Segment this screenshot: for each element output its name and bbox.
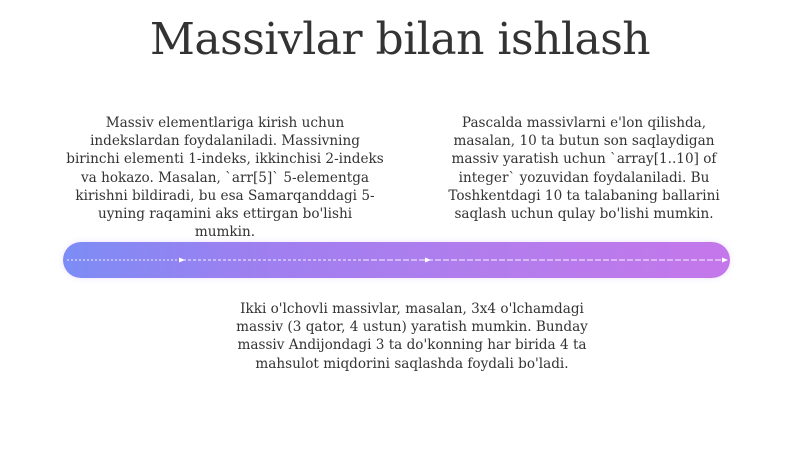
right-arrow-icon bbox=[425, 258, 431, 263]
paragraph-left: Massiv elementlariga kirish uchun indekslardan foydalaniladi. Massivning birinchi elementi 1-indeks, ikkinchisi 2-indeks va hokazo. Masalan, `arr[5]` 5-elementga kirishni bildiradi, bu esa Samarqanddagi 5-uyning raqamini aks ettirgan bo'lishi mumkin. bbox=[66, 115, 384, 241]
paragraph-bottom: Ikki o'lchovli massivlar, masalan, 3x4 o'lchamdagi massiv (3 qator, 4 ustun) yaratish mumkin. Bunday massiv Andijondagi 3 ta do'konning har birida 4 ta mahsulot miqdorini saqlashda foydali bo'ladi. bbox=[236, 301, 588, 372]
right-arrow-icon bbox=[179, 258, 185, 263]
timeline-dashed-line bbox=[63, 242, 730, 278]
page-title: Massivlar bilan ishlash bbox=[149, 14, 651, 65]
paragraph-right: Pascalda massivlarni e'lon qilishda, masalan, 10 ta butun son saqlaydigan massiv yaratish uchun `array[1..10] of integer` yozuvidan foydalaniladi. Bu Toshkentdagi 10 ta talabaning ballarini saqlash uchun qulay bo'lishi mumkin. bbox=[448, 115, 720, 223]
timeline-bar bbox=[63, 242, 730, 278]
right-arrow-icon bbox=[722, 258, 728, 263]
